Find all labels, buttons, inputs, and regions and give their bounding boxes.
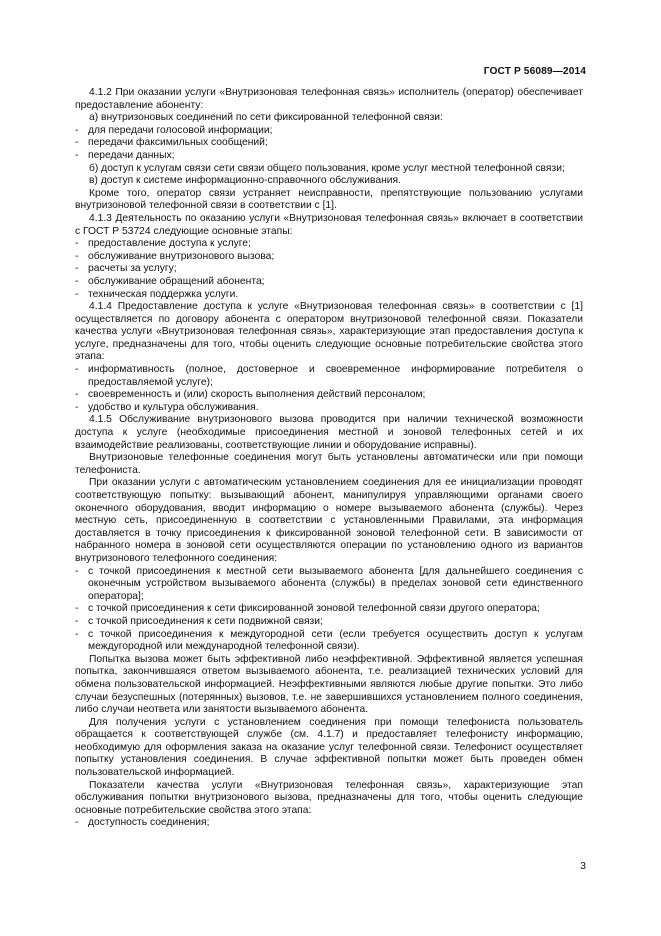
list-dash: - — [75, 628, 79, 640]
paragraph: Внутризоновые телефонные соединения могут быть установлены автоматически или при помощи телефониста. — [75, 452, 583, 476]
list-dash: - — [75, 263, 79, 275]
list-item — [75, 603, 583, 616]
paragraph: Для получения услуги с установлением соединения при помощи телефониста пользователь обращается к соответствующей службе (см. 4.1.7) и предоставляет телефонисту информацию, необходимую для оформления заказа на оказание услуг телефонной связи. Телефонист осуществляет попытку установления соединения. В случае эффективной попытки может быть проведен обмен пользовательской информацией. — [75, 716, 583, 779]
paragraph: 4.1.2 При оказании услуги «Внутризоновая телефонная связь» исполнитель (оператор) обеспечивает предоставление абоненту: — [75, 87, 583, 111]
paragraph: Показатели качества услуги «Внутризоновая телефонная связь», характеризующие этап обслуживания попытки внутризонового вызова, предназначены для того, чтобы оценить следующие основные потребительские свойства этого этапа: — [75, 779, 583, 816]
list-dash: - — [75, 817, 79, 829]
list-dash: - — [75, 364, 79, 376]
list-item-text: предоставление доступа к услуге; — [88, 238, 251, 250]
list-item — [75, 276, 583, 289]
list-dash: - — [75, 565, 79, 577]
list-dash: - — [75, 250, 79, 262]
list-dash: - — [75, 238, 79, 250]
list-item-text: техническая поддержка услуги. — [88, 288, 239, 300]
document-header: ГОСТ Р 56089—2014 — [483, 66, 586, 77]
list-item-text: с точкой присоединения к местной сети вызываемого абонента [для дальнейшего соединения с оконечным устройством вызываемого абонента (службы) в пределах зоновой сети единственного оператора]; — [88, 565, 583, 602]
paragraph: 4.1.5 Обслуживание внутризонового вызова проводится при наличии технической возможности доступа к услуге (необходимые присоединения местной и зоновой телефонных сетей и их взаимодействие реализованы, соответствующие линии и оборудование исправны). — [75, 414, 583, 451]
list-item-text: своевременность и (или) скорость выполнения действий персоналом; — [88, 389, 426, 401]
list-item-text: передачи данных; — [88, 149, 175, 161]
list-dash: - — [75, 275, 79, 287]
list-item — [75, 251, 583, 264]
paragraph: в) доступ к системе информационно-справочного обслуживания. — [89, 175, 401, 187]
document-body — [75, 87, 583, 830]
paragraph: 4.1.4 Предоставление доступа к услуге «Внутризоновая телефонная связь» в соответствии с [1] осуществляется по договору абонента с оператором внутризоновой телефонной связи. Показатели качества услуги «Внутризоновая телефонная связь», характеризующие этап предоставления доступа к услуге, предназначены для того, чтобы оценить следующие основные потребительские свойства этого этапа: — [75, 301, 583, 363]
list-item-text: удобство и культура обслуживания. — [88, 401, 259, 413]
paragraph: Кроме того, оператор связи устраняет неисправности, препятствующие пользованию услугами внутризоновой телефонной связи в соответствии с [1]. — [75, 187, 583, 212]
list-item — [75, 238, 583, 251]
list-item-text: обслуживание обращений абонента; — [88, 275, 265, 287]
list-dash: - — [75, 401, 79, 413]
list-item — [75, 817, 583, 830]
paragraph: б) доступ к услугам связи сети связи общего пользования, кроме услуг местной телефонной связи; — [89, 162, 565, 174]
list-dash: - — [75, 137, 79, 149]
paragraph: При оказании услуги с автоматическим установлением соединения для ее инициализации проводят соответствующую попытку: вызывающий абонент, манипулируя управляющими органами своего оконечного оборудования, вводит информацию о номере вызываемого абонента (службы). Через местную сеть, присоединенную в соответствии с установленными Правилами, эта информация доставляется в точку присоединения к фиксированной зоновой телефонной сети. В зависимости от набранного номера в зоновой сети осуществляются операции по установлению одного из вариантов внутризонового телефонного соединения: — [75, 477, 583, 564]
list-dash: - — [75, 149, 79, 161]
list-item — [75, 402, 583, 415]
list-item-text: для передачи голосовой информации; — [88, 124, 273, 136]
list-dash: - — [75, 615, 79, 627]
list-item-text: с точкой присоединения к сети подвижной связи; — [88, 615, 323, 627]
list-item-text: информативность (полное, достоверное и своевременное информирование потребителя о предоставляемой услуге); — [88, 364, 583, 388]
paragraph: а) внутризоновых соединений по сети фиксированной телефонной связи: — [89, 112, 443, 124]
list-item — [75, 616, 583, 629]
list-item — [75, 566, 583, 604]
list-item — [75, 364, 583, 389]
list-item — [75, 150, 583, 163]
list-item-text: обслуживание внутризонового вызова; — [88, 250, 275, 262]
list-item-text: с точкой присоединения к сети фиксированной зоновой телефонной связи другого оператора; — [88, 603, 540, 615]
list-dash: - — [75, 603, 79, 615]
list-item — [75, 629, 583, 654]
list-item-text: с точкой присоединения к междугородной сети (если требуется осуществить доступ к услугам междугородной или международной телефонной связи). — [88, 628, 583, 653]
paragraph: 4.1.3 Деятельность по оказанию услуги «Внутризоновая телефонная связь» включает в соответствии с ГОСТ Р 53724 следующие основные этапы: — [75, 212, 583, 237]
list-item — [75, 389, 583, 402]
list-dash: - — [75, 389, 79, 401]
list-item-text: доступность соединения; — [88, 817, 210, 829]
list-item — [75, 289, 583, 302]
page-number: 3 — [580, 860, 586, 872]
list-dash: - — [75, 288, 79, 300]
list-dash: - — [75, 124, 79, 136]
paragraph: Попытка вызова может быть эффективной либо неэффективной. Эффективной является успешная попытка, закончившаяся ответом вызываемого абонента, т.е. реализацией технических условий для обмена пользовательской информацией. Неэффективными являются любые другие попытки. Это либо случаи безуспешных (потерянных) вызовов, т.е. не завершившихся установлением полного соединения, либо случаи неответа или занятости вызываемого абонента. — [75, 653, 583, 716]
list-item-text: передачи факсимильных сообщений; — [88, 137, 268, 149]
list-item — [75, 125, 583, 138]
list-item — [75, 137, 583, 150]
list-item-text: расчеты за услугу; — [88, 263, 177, 275]
list-item — [75, 263, 583, 276]
